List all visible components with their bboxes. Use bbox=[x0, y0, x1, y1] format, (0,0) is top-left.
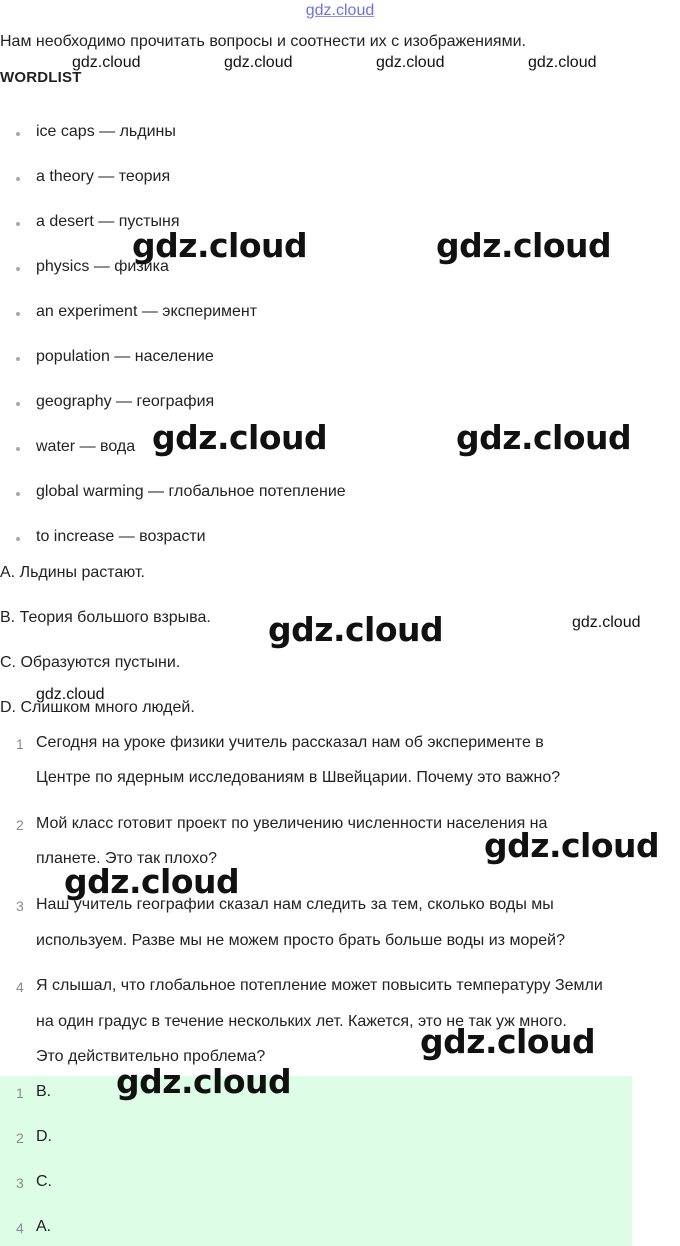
bullet-icon bbox=[16, 312, 20, 316]
question-text: Это действительно проблема? bbox=[36, 1048, 266, 1065]
bullet-icon bbox=[16, 132, 20, 136]
wordlist-heading: WORDLIST bbox=[0, 69, 82, 86]
bullet-icon bbox=[16, 177, 20, 181]
question-number: 1 bbox=[16, 736, 24, 752]
question-number: 2 bbox=[16, 817, 24, 833]
question-text: планете. Это так плохо? bbox=[36, 850, 218, 867]
answer-block bbox=[0, 1076, 632, 1246]
answer-number: 3 bbox=[16, 1175, 24, 1191]
watermark: gdz.cloud bbox=[436, 226, 612, 265]
bullet-icon bbox=[16, 222, 20, 226]
watermark: gdz.cloud bbox=[116, 1062, 292, 1101]
watermark: gdz.cloud bbox=[132, 226, 308, 265]
question-text: Центре по ядерным исследованиям в Швейцарии. Почему это важно? bbox=[36, 769, 561, 786]
question-number: 4 bbox=[16, 979, 24, 995]
answer-number: 2 bbox=[16, 1130, 24, 1146]
task-intro: Нам необходимо прочитать вопросы и соотнести их с изображениями. bbox=[0, 33, 526, 50]
question-text: Мой класс готовит проект по увеличению численности населения на bbox=[36, 815, 548, 832]
question-text: Наш учитель географии сказал нам следить за тем, сколько воды мы bbox=[36, 896, 554, 913]
option-d: D. Слишком много людей. bbox=[0, 699, 195, 716]
option-b: B. Теория большого взрыва. bbox=[0, 609, 211, 626]
bullet-icon bbox=[16, 357, 20, 361]
option-a: A. Льдины растают. bbox=[0, 564, 145, 581]
bullet-icon bbox=[16, 537, 20, 541]
question-text: на один градус в течение нескольких лет. Кажется, это не так уж много. bbox=[36, 1013, 567, 1030]
bullet-icon bbox=[16, 447, 20, 451]
answer-text: C. bbox=[36, 1173, 52, 1190]
watermark: gdz.cloud bbox=[376, 54, 445, 71]
watermark: gdz.cloud bbox=[484, 826, 660, 865]
answer-text: D. bbox=[36, 1128, 52, 1145]
watermark: gdz.cloud bbox=[36, 686, 105, 703]
watermark: gdz.cloud bbox=[152, 418, 328, 457]
watermark: gdz.cloud bbox=[224, 54, 293, 71]
watermark: gdz.cloud bbox=[420, 1022, 596, 1061]
bullet-icon bbox=[16, 492, 20, 496]
option-c: C. Образуются пустыни. bbox=[0, 654, 181, 671]
answer-number: 1 bbox=[16, 1085, 24, 1101]
answer-text: B. bbox=[36, 1083, 52, 1100]
question-text: Я слышал, что глобальное потепление может повысить температуру Земли bbox=[36, 977, 603, 994]
watermark: gdz.cloud bbox=[64, 862, 240, 901]
question-number: 3 bbox=[16, 898, 24, 914]
answer-text: A. bbox=[36, 1218, 52, 1235]
watermark: gdz.cloud bbox=[456, 418, 632, 457]
watermark: gdz.cloud bbox=[528, 54, 597, 71]
watermark: gdz.cloud bbox=[72, 54, 141, 71]
bullet-icon bbox=[16, 402, 20, 406]
watermark: gdz.cloud bbox=[268, 610, 444, 649]
question-text: используем. Разве мы не можем просто брать больше воды из морей? bbox=[36, 932, 565, 949]
answer-number: 4 bbox=[16, 1220, 24, 1236]
bullet-icon bbox=[16, 267, 20, 271]
question-text: Сегодня на уроке физики учитель рассказал нам об эксперименте в bbox=[36, 734, 544, 751]
watermark: gdz.cloud bbox=[572, 614, 641, 631]
site-link[interactable]: gdz.cloud bbox=[305, 2, 375, 19]
